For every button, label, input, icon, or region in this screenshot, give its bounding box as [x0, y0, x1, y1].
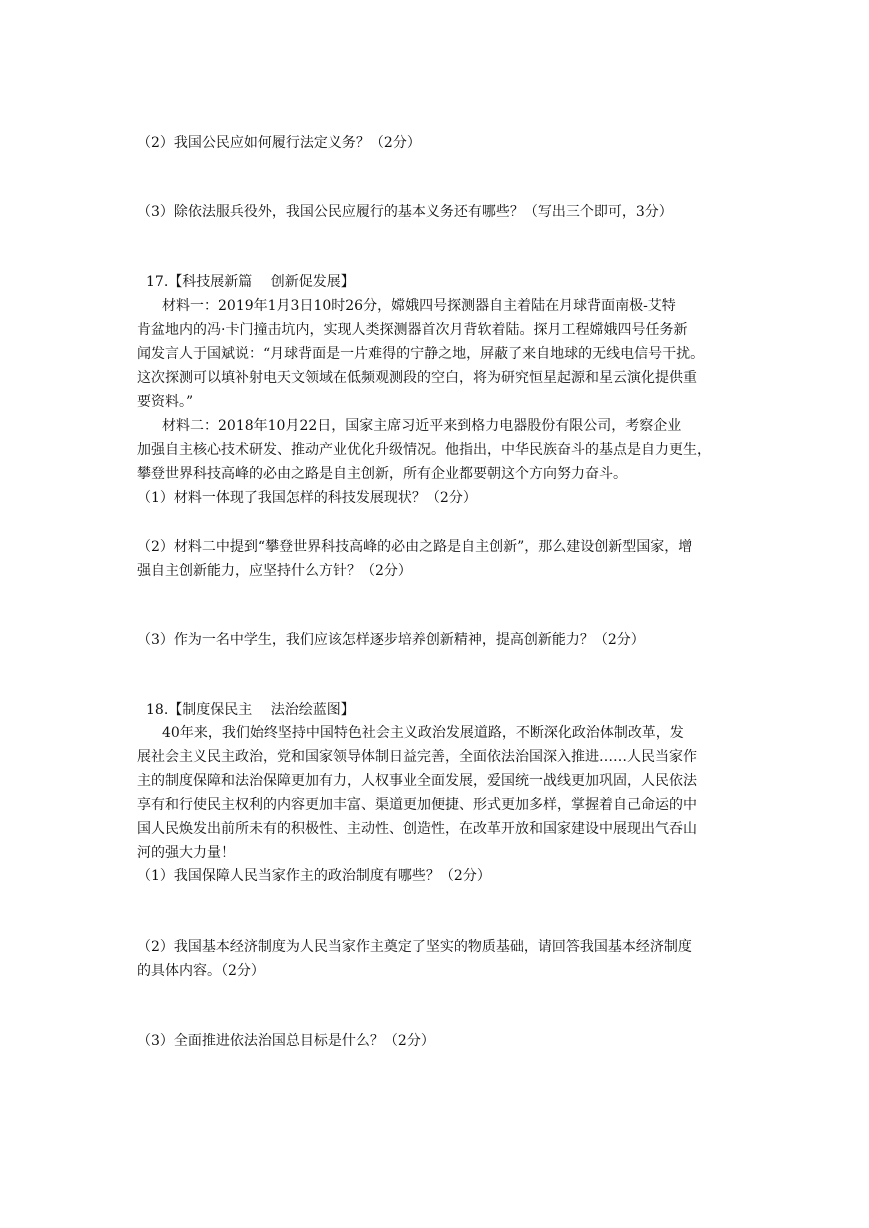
- q18-sub1: （1）我国保障人民当家作主的政治制度有哪些？（2分）: [137, 868, 491, 884]
- q17-material2-line: 材料二：2018年10月22日，国家主席习近平来到格力电器股份有限公司，考察企业: [162, 418, 682, 434]
- q17-material1-line: 这次探测可以填补射电天文领域在低频观测段的空白，将为研究恒星起源和星云演化提供重: [137, 370, 697, 386]
- q18-material-line: 展社会主义民主政治，党和国家领导体制日益完善，全面依法治国深入推进……人民当家作: [137, 749, 697, 765]
- q16-sub2: （2）我国公民应如何履行法定义务？（2分）: [137, 135, 421, 151]
- q16-sub3: （3）除依法服兵役外，我国公民应履行的基本义务还有哪些？（写出三个即可，3分）: [137, 204, 673, 220]
- q18-material-line: 40年来，我们始终坚持中国特色社会主义政治发展道路，不断深化政治体制改革，发: [162, 725, 684, 741]
- q18-sub2-line: （2）我国基本经济制度为人民当家作主奠定了坚实的物质基础，请回答我国基本经济制度: [137, 939, 692, 955]
- q18-material-line: 国人民焕发出前所未有的积极性、主动性、创造性，在改革开放和国家建设中展现出气吞山: [137, 821, 697, 837]
- q17-header: 17.【科技展新篇 创新促发展】: [146, 274, 355, 290]
- q17-sub2-line: 强自主创新能力，应坚持什么方针？（2分）: [137, 563, 412, 579]
- q17-material1-line: 闻发言人于国斌说：“月球背面是一片难得的宁静之地，屏蔽了来自地球的无线电信号干扰。: [137, 346, 705, 362]
- q18-material-line: 河的强大力量！: [137, 845, 235, 861]
- q18-header: 18.【制度保民主 法治绘蓝图】: [146, 702, 355, 718]
- q17-material2-line: 加强自主核心技术研发、推动产业优化升级情况。他指出，中华民族奋斗的基点是自力更生，: [137, 442, 711, 458]
- q18-material-line: 享有和行使民主权利的内容更加丰富、渠道更加便捷、形式更加多样，掌握着自己命运的中: [137, 797, 697, 813]
- q17-material1-line: 要资料。”: [137, 394, 194, 410]
- q17-material1-line: 肯盆地内的冯·卡门撞击坑内，实现人类探测器首次月背软着陆。探月工程嫦娥四号任务新: [137, 322, 688, 338]
- q17-sub1: （1）材料一体现了我国怎样的科技发展现状？（2分）: [137, 490, 477, 506]
- q18-sub3: （3）全面推进依法治国总目标是什么？（2分）: [137, 1033, 435, 1049]
- q17-material1-line: 材料一：2019年1月3日10时26分，嫦娥四号探测器自主着陆在月球背面南极-艾特: [162, 298, 676, 314]
- q18-sub2-line: 的具体内容。（2分）: [137, 963, 265, 979]
- q17-sub3: （3）作为一名中学生，我们应该怎样逐步培养创新精神，提高创新能力？（2分）: [137, 632, 645, 648]
- q17-sub2-line: （2）材料二中提到“攀登世界科技高峰的必由之路是自主创新”，那么建设创新型国家，增: [137, 539, 693, 555]
- q17-material2-line: 攀登世界科技高峰的必由之路是自主创新，所有企业都要朝这个方向努力奋斗。: [137, 466, 627, 482]
- q18-material-line: 主的制度保障和法治保障更加有力，人权事业全面发展，爱国统一战线更加巩固，人民依法: [137, 773, 697, 789]
